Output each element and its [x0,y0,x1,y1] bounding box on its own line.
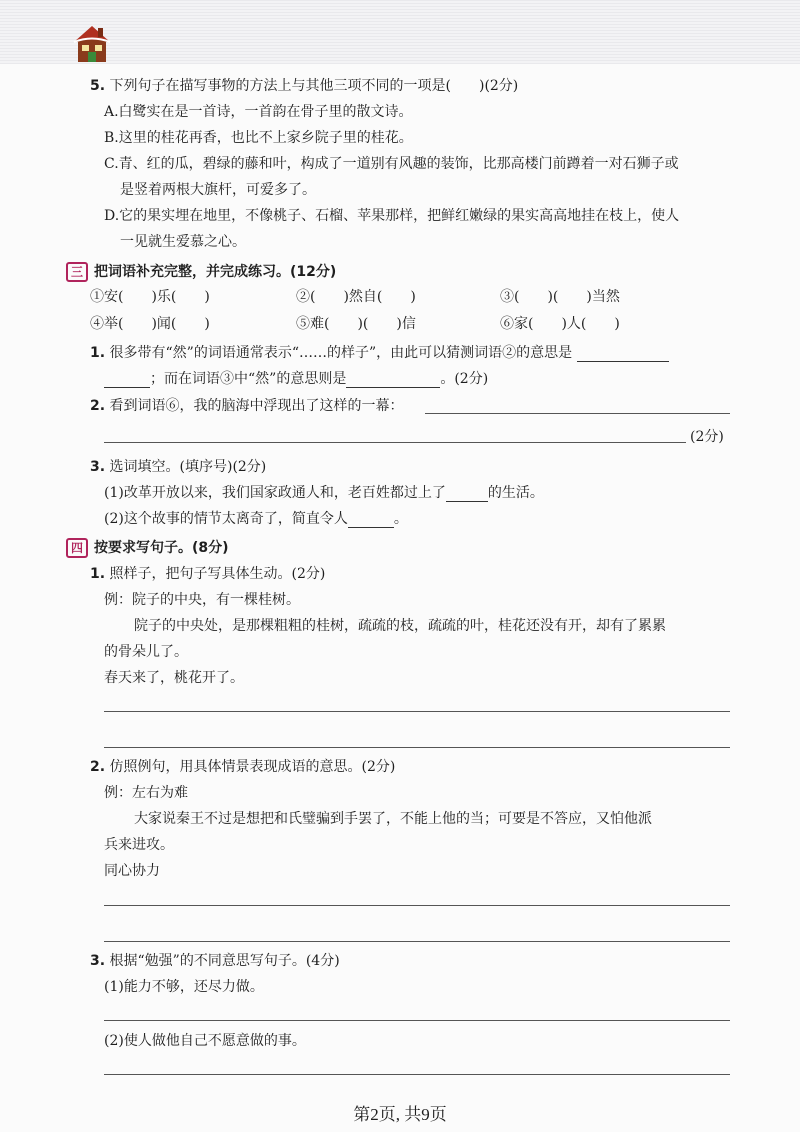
example-idiom: 例：左右为难 [104,785,188,801]
question-number: 5. [90,78,106,94]
q5-option-d: D.它的果实埋在地里，不像桃子、石榴、苹果那样，把鲜红嫩绿的果实高高地挂在枝上，使人 [104,208,680,224]
task-sentence: 春天来了，桃花开了。 [104,670,244,686]
section-title-text: 按要求写句子。(8分) [94,540,229,556]
section-4-title [66,538,229,558]
meaning-2: (2)使人做他自己不愿意做的事。 [104,1033,306,1049]
question-text: 根据“勉强”的不同意思写句子。(4分) [109,953,340,969]
sec3-q2 [90,397,404,415]
answer-blank[interactable] [446,486,488,502]
answer-blank[interactable] [104,372,150,388]
q5-option-d-cont: 一见就生爱慕之心。 [120,234,246,250]
question-text: (1)改革开放以来，我们国家政通人和，老百姓都过上了 [104,485,446,501]
q5-option-a: A.白鹭实在是一首诗，一首韵在骨子里的散文诗。 [104,104,413,120]
meaning-1: (1)能力不够，还尽力做。 [104,979,264,995]
house-icon [72,22,112,64]
answer-line[interactable] [104,1020,730,1021]
answer-line[interactable] [104,1074,730,1075]
q5-option-c-cont: 是竖着两根大旗杆，可爱多了。 [120,182,316,198]
question-text: 。(2分) [440,371,489,387]
example-answer: 大家说秦王不过是想把和氏璧骗到手罢了，不能上他的当；可要是不答应，又怕他派 [134,811,652,827]
answer-line[interactable] [104,941,730,942]
question-number: 2. [90,759,106,775]
word-1: ①安( )乐( ) [90,289,210,305]
score-label: (2分) [690,429,724,445]
question-text: 仿照例句，用具体情景表现成语的意思。(2分) [109,759,396,775]
answer-line[interactable] [104,747,730,748]
question-text: 看到词语⑥，我的脑海中浮现出了这样的一幕： [109,398,404,414]
q5-option-c: C.青、红的瓜，碧绿的藤和叶，构成了一道别有风趣的装饰，比那高楼门前蹲着一对石狮子或 [104,156,679,172]
example-answer-cont: 的骨朵儿了。 [104,644,188,660]
answer-blank[interactable] [346,372,440,388]
q5-stem [90,77,518,95]
question-number: 1. [90,566,106,582]
section-3-title [66,262,336,282]
question-number: 3. [90,459,106,475]
task-idiom: 同心协力 [104,863,160,879]
answer-line[interactable] [104,442,686,443]
word-5: ⑤难( )( )信 [296,316,416,332]
question-text: 选词填空。(填序号)(2分) [109,459,267,475]
word-6: ⑥家( )人( ) [500,316,620,332]
section-badge: 三 [66,262,88,282]
question-number: 3. [90,953,106,969]
sec3-q1-cont [104,370,488,388]
question-text: ；而在词语③中“然”的意思则是 [150,371,347,387]
sec3-q1 [90,344,669,362]
example-sentence: 例：院子的中央，有一棵桂树。 [104,592,300,608]
word-4: ④举( )闻( ) [90,316,210,332]
answer-blank[interactable] [577,346,669,362]
sec3-q3-1 [104,484,544,502]
word-3: ③( )( )当然 [500,289,620,305]
sec3-q3 [90,458,266,476]
sec4-q1 [90,565,325,583]
question-number: 2. [90,398,106,414]
section-badge: 四 [66,538,88,558]
word-2: ②( )然自( ) [296,289,416,305]
answer-line[interactable] [104,905,730,906]
example-answer: 院子的中央处，是那棵粗粗的桂树，疏疏的枝，疏疏的叶，桂花还没有开，却有了累累 [134,618,666,634]
header-band [0,0,800,64]
sec4-q2 [90,758,395,776]
q5-option-b: B.这里的桂花再香，也比不上家乡院子里的桂花。 [104,130,413,146]
question-text: 照样子，把句子写具体生动。(2分) [109,566,326,582]
answer-blank[interactable] [348,512,394,528]
section-title-text: 把词语补充完整，并完成练习。(12分) [94,264,337,280]
question-text: 很多带有“然”的词语通常表示“……的样子”，由此可以猜测词语②的意思是 [109,345,573,361]
answer-line[interactable] [104,711,730,712]
question-text: 的生活。 [487,485,544,501]
question-text: 。 [393,511,408,527]
question-text: 下列句子在描写事物的方法上与其他三项不同的一项是( )(2分) [109,78,519,94]
answer-line[interactable] [425,413,730,414]
sec3-q3-2 [104,510,408,528]
question-text: (2)这个故事的情节太离奇了，简直令人 [104,511,348,527]
example-answer-cont: 兵来进攻。 [104,837,174,853]
sec4-q3 [90,952,340,970]
question-number: 1. [90,345,106,361]
page-footer: 第2页, 共9页 [353,1105,447,1124]
